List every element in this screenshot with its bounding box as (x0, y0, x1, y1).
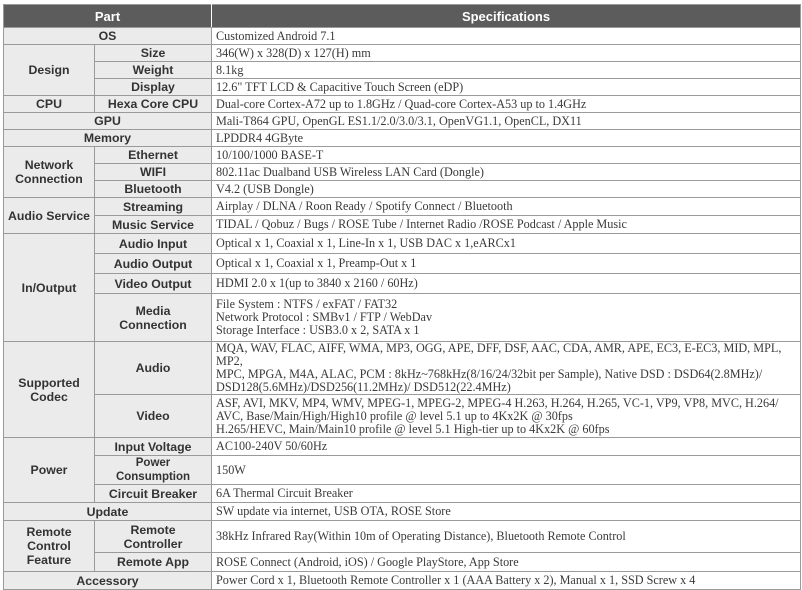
network-protocol-text: Network Protocol : SMBv1 / FTP / WebDav (216, 310, 433, 324)
size-label: Size (95, 45, 212, 62)
streaming-value: Airplay / DLNA / Roon Ready / Spotify Connect / Bluetooth (212, 198, 801, 216)
remote-controller-line1: Remote (130, 522, 176, 537)
gpu-value: Mali-T864 GPU, OpenGL ES1.1/2.0/3.0/3.1, OpenVG1.1, OpenCL, DX11 (212, 113, 801, 130)
bluetooth-value: V4.2 (USB Dongle) (212, 181, 801, 198)
codec-audio-row (4, 342, 801, 395)
weight-label: Weight (95, 62, 212, 79)
remote-controller-line2: Controller (123, 536, 183, 551)
audio-output-value: Optical x 1, Coaxial x 1, Preamp-Out x 1 (212, 254, 801, 274)
memory-value: LPDDR4 4GByte (212, 130, 801, 147)
audio-service-label: Audio Service (4, 198, 95, 234)
os-value: Customized Android 7.1 (212, 28, 801, 45)
streaming-label: Streaming (95, 198, 212, 216)
audio-input-label: Audio Input (95, 234, 212, 254)
weight-value: 8.1kg (212, 62, 801, 79)
codec-video-line2: AVC, Base/Main/High/High10 profile @ level 5.1 up to 4Kx2K @ 30fps (216, 408, 573, 423)
codec-video-row (4, 395, 801, 438)
io-audio-input-row (4, 234, 801, 254)
specifications-header: Specifications (212, 5, 801, 28)
remote-controller-row (4, 521, 801, 553)
display-label: Display (95, 79, 212, 96)
remote-label-line1: Remote (26, 525, 72, 539)
power-label: Power (4, 438, 95, 503)
media-connection-value (212, 294, 801, 342)
accessory-value: Power Cord x 1, Bluetooth Remote Controller x 1 (AAA Battery x 2), Manual x 1, SSD Screw x 4 (212, 572, 801, 590)
design-display-row (4, 79, 801, 96)
music-service-value: TIDAL / Qobuz / Bugs / ROSE Tube / Internet Radio /ROSE Podcast / Apple Music (212, 216, 801, 234)
music-service-label: Music Service (95, 216, 212, 234)
os-label: OS (4, 28, 212, 45)
os-row (4, 28, 801, 45)
wifi-label: WIFI (95, 164, 212, 181)
network-label-line2: Connection (15, 172, 83, 186)
design-label: Design (4, 45, 95, 96)
display-value: 12.6" TFT LCD & Capacitive Touch Screen (eDP) (212, 79, 801, 96)
codec-audio-label: Audio (95, 342, 212, 395)
codec-audio-line3: DSD128(5.6MHz)/DSD256(11.2MHz)/ DSD512(22.4MHz) (216, 380, 511, 394)
update-row (4, 503, 801, 521)
io-audio-output-row (4, 254, 801, 274)
power-consumption-row (4, 456, 801, 485)
wifi-value: 802.11ac Dualband USB Wireless LAN Card (Dongle) (212, 164, 801, 181)
in-output-label: In/Output (4, 234, 95, 342)
power-consumption-label: Power Consumption (95, 456, 212, 485)
cpu-label: CPU (4, 96, 95, 113)
network-bluetooth-row (4, 181, 801, 198)
spec-table (3, 4, 801, 590)
circuit-breaker-label: Circuit Breaker (95, 485, 212, 503)
codec-audio-value (212, 342, 801, 395)
remote-app-value: ROSE Connect (Android, iOS) / Google PlayStore, App Store (212, 553, 801, 572)
audio-output-label: Audio Output (95, 254, 212, 274)
supported-codec-label (4, 342, 95, 438)
file-system-text: File System : NTFS / exFAT / FAT32 (216, 297, 398, 311)
power-input-voltage-row (4, 438, 801, 456)
remote-app-label: Remote App (95, 553, 212, 572)
storage-interface-text: Storage Interface : USB3.0 x 2, SATA x 1 (216, 323, 420, 337)
audio-streaming-row (4, 198, 801, 216)
cpu-value: Dual-core Cortex-A72 up to 1.8GHz / Quad-core Cortex-A53 up to 1.4GHz (212, 96, 801, 113)
codec-audio-line1: MQA, WAV, FLAC, AIFF, WMA, MP3, OGG, APE, DFF, DSF, AAC, CDA, AMR, APE, EC3, E-EC3, MID, MPL, MP2, (216, 341, 782, 368)
codec-video-value (212, 395, 801, 438)
remote-control-feature-label (4, 521, 95, 572)
update-label: Update (4, 503, 212, 521)
remote-controller-value: 38kHz Infrared Ray(Within 10m of Operating Distance), Bluetooth Remote Control (212, 521, 801, 553)
cpu-row (4, 96, 801, 113)
gpu-row (4, 113, 801, 130)
io-media-connection-row (4, 294, 801, 342)
media-connection-label (95, 294, 212, 342)
remote-app-row (4, 553, 801, 572)
network-label-line1: Network (24, 158, 74, 172)
part-header: Part (4, 5, 212, 28)
remote-controller-label (95, 521, 212, 553)
design-size-row (4, 45, 801, 62)
size-value: 346(W) x 328(D) x 127(H) mm (212, 45, 801, 62)
ethernet-label: Ethernet (95, 147, 212, 164)
gpu-label: GPU (4, 113, 212, 130)
circuit-breaker-value: 6A Thermal Circuit Breaker (212, 485, 801, 503)
remote-label-line2: Control (27, 539, 71, 553)
design-weight-row (4, 62, 801, 79)
codec-label-line2: Codec (30, 389, 68, 404)
video-output-value: HDMI 2.0 x 1(up to 3840 x 2160 / 60Hz) (212, 274, 801, 294)
codec-video-line1: ASF, AVI, MKV, MP4, WMV, MPEG-1, MPEG-2, MPEG-4 H.263, H.264, H.265, VC-1, VP9, VP8, MVC, H.264/ (216, 395, 779, 410)
memory-row (4, 130, 801, 147)
codec-video-label: Video (95, 395, 212, 438)
io-video-output-row (4, 274, 801, 294)
codec-video-line3: H.265/HEVC, Main/Main10 profile @ level 5.1 High-tier up to 4Kx2K @ 60fps (216, 421, 610, 436)
ethernet-value: 10/100/1000 BASE-T (212, 147, 801, 164)
codec-audio-line2: MPC, MPGA, M4A, ALAC, PCM : 8kHz~768kHz(8/16/24/32bit per Sample), Native DSD : DSD64(2.8MHz)/ (216, 367, 763, 381)
accessory-row (4, 572, 801, 590)
input-voltage-value: AC100-240V 50/60Hz (212, 438, 801, 456)
memory-label: Memory (4, 130, 212, 147)
network-ethernet-row (4, 147, 801, 164)
power-circuit-breaker-row (4, 485, 801, 503)
remote-label-line3: Feature (26, 553, 72, 567)
update-value: SW update via internet, USB OTA, ROSE Store (212, 503, 801, 521)
audio-input-value: Optical x 1, Coaxial x 1, Line-In x 1, USB DAC x 1,eARCx1 (212, 234, 801, 254)
bluetooth-label: Bluetooth (95, 181, 212, 198)
video-output-label: Video Output (95, 274, 212, 294)
network-connection-label (4, 147, 95, 198)
input-voltage-label: Input Voltage (95, 438, 212, 456)
media-label-line1: Media (135, 303, 171, 318)
codec-label-line1: Supported (18, 375, 80, 390)
audio-music-service-row (4, 216, 801, 234)
media-label-line2: Connection (119, 317, 187, 332)
accessory-label: Accessory (4, 572, 212, 590)
table-header-row (4, 5, 801, 28)
network-wifi-row (4, 164, 801, 181)
power-consumption-value: 150W (212, 456, 801, 485)
hexa-core-cpu-label: Hexa Core CPU (95, 96, 212, 113)
